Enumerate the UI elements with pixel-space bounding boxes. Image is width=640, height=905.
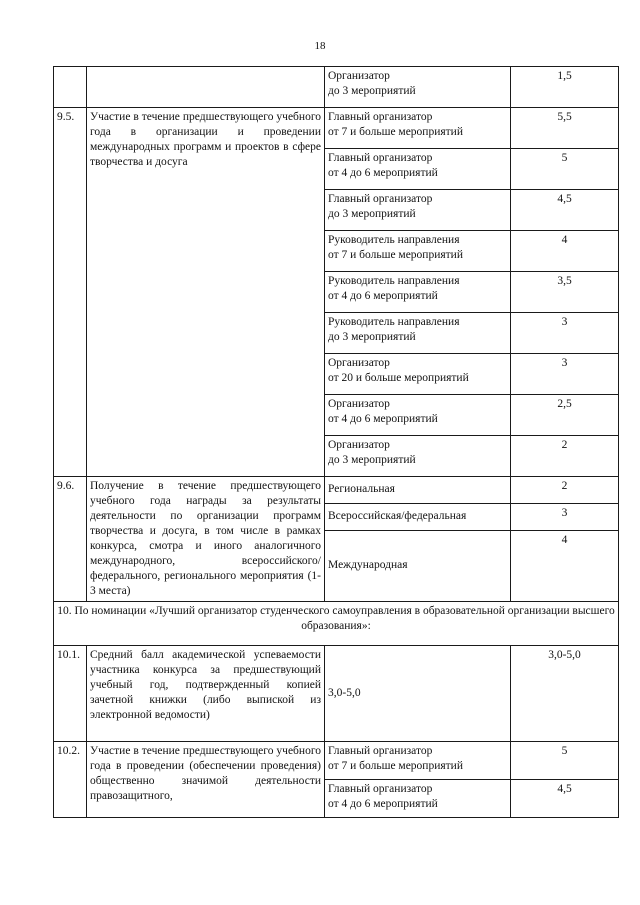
score-value: 4,5 <box>511 780 619 818</box>
criterion-cell <box>325 190 511 231</box>
item-description: Получение в течение предшествующего учебного года награды за результаты деятельности по организации программ творчества и досуга, в том числе в рамках конкурса, смотра и иного аналогичного международного, всероссийского/федерального, регионального мероприятия (1-3 места) <box>87 477 325 602</box>
criterion-range: от 7 и больше мероприятий <box>328 126 463 138</box>
criterion-role: Организатор <box>328 70 390 82</box>
page-number: 18 <box>314 40 326 52</box>
score-value: 3 <box>511 313 619 354</box>
item-number: 10.1. <box>54 646 87 742</box>
score-value: 5 <box>511 149 619 190</box>
table-row <box>54 108 619 149</box>
section-title: 10. По номинации «Лучший организатор студенческого самоуправления в образовательной организации высшего образования»: <box>54 602 619 646</box>
criterion-role: Главный организатор <box>328 193 433 205</box>
criterion-cell <box>325 108 511 149</box>
item-description: Участие в течение предшествующего учебного года в проведении (обеспечении проведения) общественно значимой деятельности правозащитного, <box>87 742 325 818</box>
criterion-cell: Региональная <box>325 477 511 504</box>
score-value: 2,5 <box>511 395 619 436</box>
table-row <box>54 742 619 780</box>
item-description: Средний балл академической успеваемости участника конкурса за предшествующий учебный год, подтвержденный копией зачетной книжки (либо выпиской из электронной ведомости) <box>87 646 325 742</box>
criterion-cell <box>325 742 511 780</box>
criteria-table <box>53 66 619 818</box>
criterion-range: до 3 мероприятий <box>328 454 416 466</box>
criterion-role: Организатор <box>328 398 390 410</box>
criterion-role: Организатор <box>328 357 390 369</box>
score-value: 2 <box>511 436 619 477</box>
score-value: 1,5 <box>511 67 619 108</box>
criterion-role: Главный организатор <box>328 111 433 123</box>
score-value: 3,0-5,0 <box>511 646 619 742</box>
criterion-cell <box>325 436 511 477</box>
item-number: 9.5. <box>54 108 87 477</box>
criterion-range: от 20 и больше мероприятий <box>328 372 469 384</box>
score-value: 2 <box>511 477 619 504</box>
score-value: 5,5 <box>511 108 619 149</box>
score-value: 4 <box>511 231 619 272</box>
criterion-role: Руководитель направления <box>328 316 460 328</box>
score-value: 4 <box>511 530 619 601</box>
table-row <box>54 67 619 108</box>
table-row <box>54 477 619 504</box>
criterion-range: до 3 мероприятий <box>328 85 416 97</box>
score-value: 3 <box>511 354 619 395</box>
criterion-range: до 3 мероприятий <box>328 208 416 220</box>
criterion-range: до 3 мероприятий <box>328 331 416 343</box>
score-value: 3 <box>511 503 619 530</box>
score-value: 3,5 <box>511 272 619 313</box>
criterion-cell <box>325 149 511 190</box>
criterion-cell: Международная <box>325 530 511 601</box>
description-cell <box>87 67 325 108</box>
criterion-cell <box>325 272 511 313</box>
criterion-cell <box>325 67 511 108</box>
item-number: 10.2. <box>54 742 87 818</box>
criterion-cell <box>325 313 511 354</box>
score-value: 4,5 <box>511 190 619 231</box>
criterion-role: Главный организатор <box>328 745 433 757</box>
item-number: 9.6. <box>54 477 87 602</box>
criterion-range: от 7 и больше мероприятий <box>328 760 463 772</box>
criterion-cell <box>325 395 511 436</box>
criterion-role: Руководитель направления <box>328 234 460 246</box>
criterion-range: от 7 и больше мероприятий <box>328 249 463 261</box>
criterion-range: от 4 до 6 мероприятий <box>328 798 438 810</box>
criterion-range: от 4 до 6 мероприятий <box>328 167 438 179</box>
criterion-range: от 4 до 6 мероприятий <box>328 413 438 425</box>
score-value: 5 <box>511 742 619 780</box>
criterion-range: от 4 до 6 мероприятий <box>328 290 438 302</box>
criterion-cell <box>325 231 511 272</box>
table-row <box>54 646 619 742</box>
criterion-cell <box>325 354 511 395</box>
criterion-cell <box>325 780 511 818</box>
criterion-role: Главный организатор <box>328 152 433 164</box>
criterion-role: Руководитель направления <box>328 275 460 287</box>
criterion-cell: 3,0-5,0 <box>325 646 511 742</box>
section-header-row <box>54 602 619 646</box>
criterion-role: Организатор <box>328 439 390 451</box>
criterion-role: Главный организатор <box>328 783 433 795</box>
item-description: Участие в течение предшествующего учебного года в организации и проведении международных программ и проектов в сфере творчества и досуга <box>87 108 325 477</box>
criterion-cell: Всероссийская/федеральная <box>325 503 511 530</box>
item-number-cell <box>54 67 87 108</box>
